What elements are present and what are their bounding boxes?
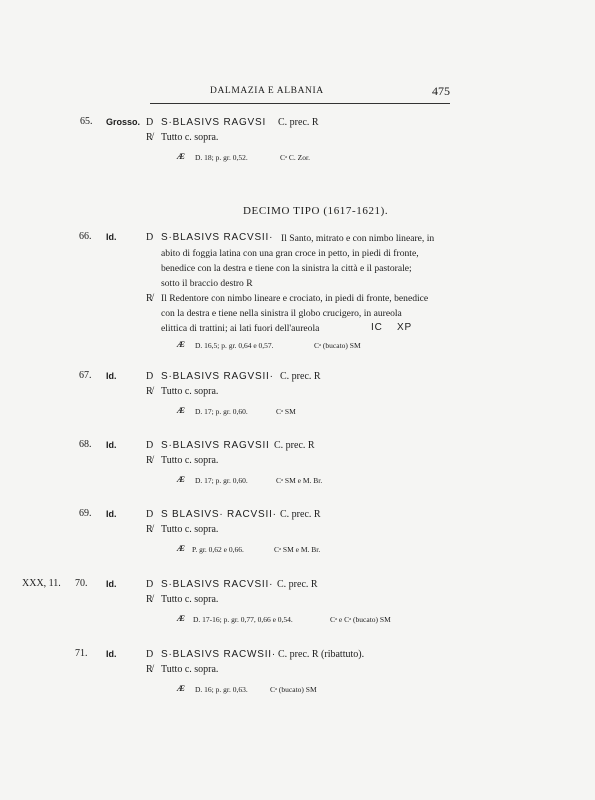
metal-symbol: Æ bbox=[177, 151, 186, 161]
reverse-label: R̸ bbox=[146, 524, 153, 535]
reverse-label: R̸ bbox=[146, 293, 153, 304]
obverse-note: C. prec. R bbox=[280, 371, 321, 382]
collection: Cᵃ SM bbox=[276, 407, 296, 416]
obverse-note: C. prec. R bbox=[278, 117, 319, 128]
obverse-legend: S·BLASIVS RAGVSII bbox=[161, 440, 270, 451]
page-number: 475 bbox=[432, 84, 450, 98]
obverse-note: C. prec. R bbox=[277, 579, 318, 590]
denomination: Grosso. bbox=[106, 117, 141, 127]
obverse-label: D bbox=[146, 371, 154, 382]
collection: Cᵃ e Cᵃ (bucato) SM bbox=[330, 615, 391, 624]
collection: Cᵃ (bucato) SM bbox=[270, 685, 317, 694]
measurements: D. 17-16; p. gr. 0,77, 0,66 e 0,54. bbox=[193, 615, 293, 624]
metal-symbol: Æ bbox=[177, 613, 186, 623]
denomination: Id. bbox=[106, 509, 117, 519]
denomination: Id. bbox=[106, 440, 117, 450]
reverse-description: elittica di trattini; ai lati fuori dell'aureola bbox=[161, 323, 320, 334]
obverse-description: abito di foggia latina con una gran croce in petto, in piedi di fronte, bbox=[161, 248, 419, 259]
reverse-description: Il Redentore con nimbo lineare e crociato, in piedi di fronte, benedice bbox=[161, 293, 429, 304]
denomination: Id. bbox=[106, 579, 117, 589]
collection: Cᵃ SM e M. Br. bbox=[274, 545, 321, 554]
entry-number: 70. bbox=[75, 578, 88, 589]
denomination: Id. bbox=[106, 371, 117, 381]
obverse-note: C. prec. R bbox=[280, 509, 321, 520]
obverse-note: C. prec. R bbox=[274, 440, 315, 451]
reverse-text: Tutto c. sopra. bbox=[161, 386, 219, 397]
denomination: Id. bbox=[106, 649, 117, 659]
running-title: DALMAZIA E ALBANIA bbox=[210, 86, 324, 96]
obverse-label: D bbox=[146, 117, 154, 128]
reverse-text: Tutto c. sopra. bbox=[161, 594, 219, 605]
metal-symbol: Æ bbox=[177, 405, 186, 415]
monogram-left: IC bbox=[371, 322, 383, 333]
obverse-legend: S·BLASIVS RAGVSI bbox=[161, 117, 267, 128]
obverse-legend: S·BLASIVS RAGVSII· bbox=[161, 371, 274, 382]
obverse-label: D bbox=[146, 440, 154, 451]
metal-symbol: Æ bbox=[177, 474, 186, 484]
reverse-label: R̸ bbox=[146, 386, 153, 397]
entry-number: 67. bbox=[79, 370, 92, 381]
measurements: D. 16; p. gr. 0,63. bbox=[195, 685, 248, 694]
reverse-description: con la destra e tiene nella sinistra il globo crucigero, in aureola bbox=[161, 308, 402, 319]
reverse-text: Tutto c. sopra. bbox=[161, 524, 219, 535]
collection: Cᵃ (bucato) SM bbox=[314, 341, 361, 350]
obverse-label: D bbox=[146, 579, 154, 590]
monogram-right: XP bbox=[397, 322, 412, 333]
measurements: P. gr. 0,62 e 0,66. bbox=[192, 545, 244, 554]
reverse-text: Tutto c. sopra. bbox=[161, 455, 219, 466]
reverse-label: R̸ bbox=[146, 664, 153, 675]
measurements: D. 17; p. gr. 0,60. bbox=[195, 476, 248, 485]
reverse-text: Tutto c. sopra. bbox=[161, 664, 219, 675]
obverse-label: D bbox=[146, 649, 154, 660]
collection: Cᵃ C. Zor. bbox=[280, 153, 310, 162]
page-header bbox=[150, 84, 450, 104]
entry-number: 68. bbox=[79, 439, 92, 450]
obverse-legend: S BLASIVS· RACVSII· bbox=[161, 509, 277, 520]
header-rule bbox=[150, 103, 450, 104]
metal-symbol: Æ bbox=[177, 543, 186, 553]
obverse-label: D bbox=[146, 232, 154, 243]
reverse-text: Tutto c. sopra. bbox=[161, 132, 219, 143]
entry-number: 71. bbox=[75, 648, 88, 659]
obverse-note: C. prec. R (ribattuto). bbox=[278, 649, 365, 660]
obverse-label: D bbox=[146, 509, 154, 520]
obverse-legend: S·BLASIVS RACVSII· bbox=[161, 579, 274, 590]
entry-number: 65. bbox=[80, 116, 93, 127]
obverse-description: benedice con la destra e tiene con la sinistra la città e il pastorale; bbox=[161, 263, 412, 274]
obverse-description: sotto il braccio destro R bbox=[161, 278, 253, 289]
measurements: D. 16,5; p. gr. 0,64 e 0,57. bbox=[195, 341, 274, 350]
entry-number: 66. bbox=[79, 231, 92, 242]
measurements: D. 18; p. gr. 0,52. bbox=[195, 153, 248, 162]
entry-number: 69. bbox=[79, 508, 92, 519]
reverse-label: R̸ bbox=[146, 455, 153, 466]
collection: Cᵃ SM e M. Br. bbox=[276, 476, 323, 485]
obverse-legend: S·BLASIVS RACWSII· bbox=[161, 649, 276, 660]
plate-reference: XXX, 11. bbox=[22, 578, 61, 589]
measurements: D. 17; p. gr. 0,60. bbox=[195, 407, 248, 416]
metal-symbol: Æ bbox=[177, 683, 186, 693]
denomination: Id. bbox=[106, 232, 117, 242]
obverse-legend: S·BLASIVS RACVSII· bbox=[161, 232, 274, 243]
metal-symbol: Æ bbox=[177, 339, 186, 349]
reverse-label: R̸ bbox=[146, 594, 153, 605]
section-title: DECIMO TIPO (1617-1621). bbox=[243, 205, 389, 217]
reverse-label: R̸ bbox=[146, 132, 153, 143]
obverse-description: Il Santo, mitrato e con nimbo lineare, in bbox=[281, 233, 435, 244]
